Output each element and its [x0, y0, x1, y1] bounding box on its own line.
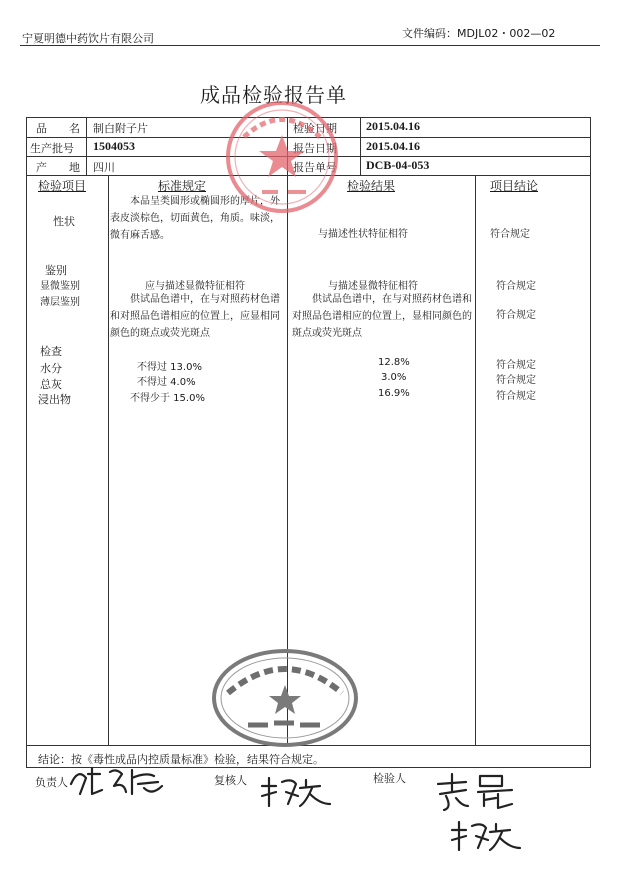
conclusion-text: 结论：按《毒性成品内控质量标准》检验，结果符合规定。 — [38, 753, 324, 766]
qc-stamp-icon — [210, 647, 360, 749]
result-water: 12.8% — [378, 357, 410, 368]
report-date-label: 报告日期 — [293, 142, 337, 155]
inspector-signature-2-icon — [446, 818, 526, 854]
item-water: 水分 — [40, 362, 62, 375]
result-tlc: 供试品色谱中，在与对照药材色谱和对照品色谱相应的位置上，显相同颜色的斑点或荧光斑点 — [292, 294, 472, 339]
conclusion-water: 符合规定 — [496, 360, 536, 371]
column-result: 检验结果 — [347, 179, 396, 193]
conclusion-tlc: 符合规定 — [496, 310, 536, 321]
standard-extract: 不得少于 15.0% — [130, 393, 205, 404]
conclusion-extract: 符合规定 — [496, 391, 536, 402]
item-ash: 总灰 — [40, 378, 62, 391]
report-date-value: 2015.04.16 — [366, 139, 420, 153]
standard-tlc: 供试品色谱中，在与对照药材色谱和对照品色谱相应的位置上，应显相同颜色的斑点或荧光斑点 — [110, 294, 280, 339]
reviewer-signature-icon — [256, 774, 336, 808]
inspection-date-label: 检验日期 — [293, 122, 337, 135]
column-conclusion: 项目结论 — [490, 179, 539, 193]
conclusion-xingzhuang: 符合规定 — [490, 229, 530, 240]
result-micro: 与描述显微特征相符 — [328, 281, 418, 292]
standard-ash: 不得过 4.0% — [137, 377, 196, 388]
page-title: 成品检验报告单 — [200, 83, 347, 107]
result-ash: 3.0% — [381, 372, 407, 383]
conclusion-micro: 符合规定 — [496, 281, 536, 292]
report-number-label: 报告单号 — [293, 161, 337, 174]
header-rule — [20, 45, 600, 46]
item-xingzhuang: 性状 — [53, 215, 75, 228]
batch-value: 1504053 — [93, 139, 135, 153]
standard-micro: 应与描述显微特征相符 — [145, 281, 245, 292]
result-xingzhuang: 与描述性状特征相符 — [318, 229, 408, 240]
item-micro: 显微鉴别 — [40, 281, 80, 292]
inspection-date-value: 2015.04.16 — [366, 119, 420, 133]
batch-label: 生产批号 — [30, 142, 74, 155]
heading-jiancha: 检查 — [40, 345, 62, 358]
heading-jianbie: 鉴别 — [45, 264, 67, 277]
column-standard: 标准规定 — [158, 179, 207, 193]
inspector-label: 检验人 — [373, 772, 406, 785]
responsible-signature-icon — [66, 764, 166, 798]
name-value: 制白附子片 — [93, 122, 148, 135]
document-number: 文件编码：MDJL02・002—02 — [402, 27, 556, 40]
company-name: 宁夏明德中药饮片有限公司 — [22, 32, 154, 45]
name-label: 品 名 — [36, 122, 80, 135]
conclusion-ash: 符合规定 — [496, 375, 536, 386]
standard-water: 不得过 13.0% — [137, 362, 202, 373]
red-inspection-stamp-icon — [222, 97, 342, 217]
item-tlc: 薄层鉴别 — [40, 297, 80, 308]
column-item: 检验项目 — [38, 179, 87, 193]
result-extract: 16.9% — [378, 388, 410, 399]
origin-label: 产 地 — [36, 161, 80, 174]
item-extract: 浸出物 — [38, 393, 71, 406]
standard-xingzhuang: 本品呈类圆形或椭圆形的厚片，外表皮淡棕色，切面黄色，角质。味淡，微有麻舌感。 — [110, 196, 280, 241]
report-number-value: DCB-04-053 — [366, 158, 430, 172]
reviewer-label: 复核人 — [214, 774, 247, 787]
inspector-signature-icon — [432, 770, 522, 812]
responsible-label: 负责人 — [35, 776, 68, 789]
origin-value: 四川 — [93, 161, 115, 174]
